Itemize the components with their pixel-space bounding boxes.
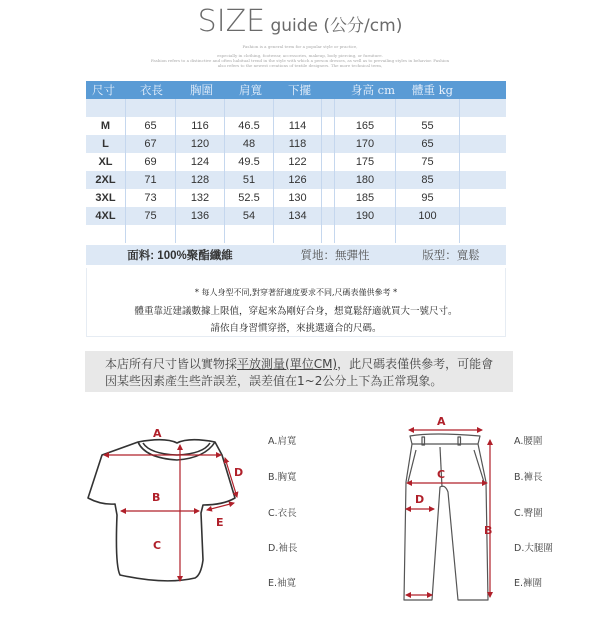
note-line-1: * 每人身型不同,對穿著舒適度要求不同,尺碼表僅供參考 * <box>194 288 398 297</box>
pants-legend-a: A.腰圍 <box>514 436 543 447</box>
marker-b: B <box>152 491 161 504</box>
texture-label: 質地：無彈性 <box>300 248 370 262</box>
tagline-4: also refers to the newest creations of textile designers. The more technical term, <box>217 63 383 68</box>
table-row: 3XL 73 132 52.5 130 185 95 <box>86 189 506 207</box>
shirt-legend-b: B.胸寬 <box>268 472 297 483</box>
col-hem: 下擺 <box>288 83 311 97</box>
disclaimer-box <box>85 351 513 392</box>
title-guide: guide (公分/cm) <box>265 16 403 36</box>
col-shoulder: 肩寬 <box>239 83 262 97</box>
pants-legend-e: E.褲圍 <box>514 578 543 589</box>
pants-legend-d: D.大腿圍 <box>514 543 553 554</box>
tagline-3: Fashion refers to a distinctive and often habitual trend in the style with which a person dresses, as well as to prevailing styles in behavior. Fashion <box>150 58 450 63</box>
disclaimer-line-1: 本店所有尺寸皆以實物採平放測量(單位CM)，此尺碼表僅供參考，可能會 <box>105 357 494 371</box>
measurement-method: 平放測量(單位CM) <box>237 357 338 371</box>
note-line-3: 請依自身習慣穿搭，來挑選適合的尺碼。 <box>210 323 382 334</box>
marker-b: B <box>484 524 493 537</box>
note-line-2: 體重靠近建議數據上限值，穿起來為剛好合身，想寬鬆舒適就買大一號尺寸。 <box>134 306 458 317</box>
tagline-2: especially in clothing, footwear, accessories, makeup, body piercing, or furniture. <box>217 53 383 58</box>
fabric-row <box>86 245 506 265</box>
col-size: 尺寸 <box>92 83 115 97</box>
shirt-legend-d: D.袖長 <box>268 543 298 554</box>
table-row: 4XL 75 136 54 134 190 100 <box>86 207 506 225</box>
page-title <box>0 4 600 39</box>
marker-e: E <box>216 516 224 529</box>
marker-d: D <box>415 493 425 506</box>
table-row: XL 69 124 49.5 122 175 75 <box>86 153 506 171</box>
pants-diagram <box>400 412 495 607</box>
pants-legend-b: B.褲長 <box>514 472 543 483</box>
fabric-label: 面料: 100%聚酯纖維 <box>127 250 233 262</box>
shirt-legend-e: E.袖寬 <box>268 578 297 589</box>
shirt-legend-a: A.肩寬 <box>268 436 297 447</box>
shirt-diagram <box>85 415 260 600</box>
col-length: 衣長 <box>140 83 163 97</box>
marker-c: C <box>153 539 162 552</box>
title-size: SIZE <box>197 4 266 39</box>
table-row: L 67 120 48 118 170 65 <box>86 135 506 153</box>
pants-legend-c: C.臀圍 <box>514 508 543 519</box>
marker-d: D <box>234 466 244 479</box>
table-row: M 65 116 46.5 114 165 55 <box>86 117 506 135</box>
col-weight: 體重 kg <box>412 83 453 97</box>
col-height: 身高 cm <box>351 83 396 97</box>
table-header <box>86 81 506 99</box>
table-blank-row <box>86 225 506 243</box>
table-blank-row <box>86 99 506 117</box>
disclaimer-line-2: 因某些因素產生些許誤差，誤差值在1~2公分上下為正常現象。 <box>105 374 443 388</box>
table-row: 2XL 71 128 51 126 180 85 <box>86 171 506 189</box>
tagline-1: Fashion is a general term for a popular style or practice, <box>242 44 358 49</box>
marker-a: A <box>153 427 162 440</box>
shirt-legend-c: C.衣長 <box>268 508 297 519</box>
pants-outline-icon <box>404 434 488 600</box>
col-chest: 胸圍 <box>190 83 213 97</box>
marker-a: A <box>437 415 446 428</box>
shirt-outline-icon <box>88 440 235 581</box>
fit-label: 版型：寬鬆 <box>422 248 480 262</box>
marker-c: C <box>437 468 446 481</box>
